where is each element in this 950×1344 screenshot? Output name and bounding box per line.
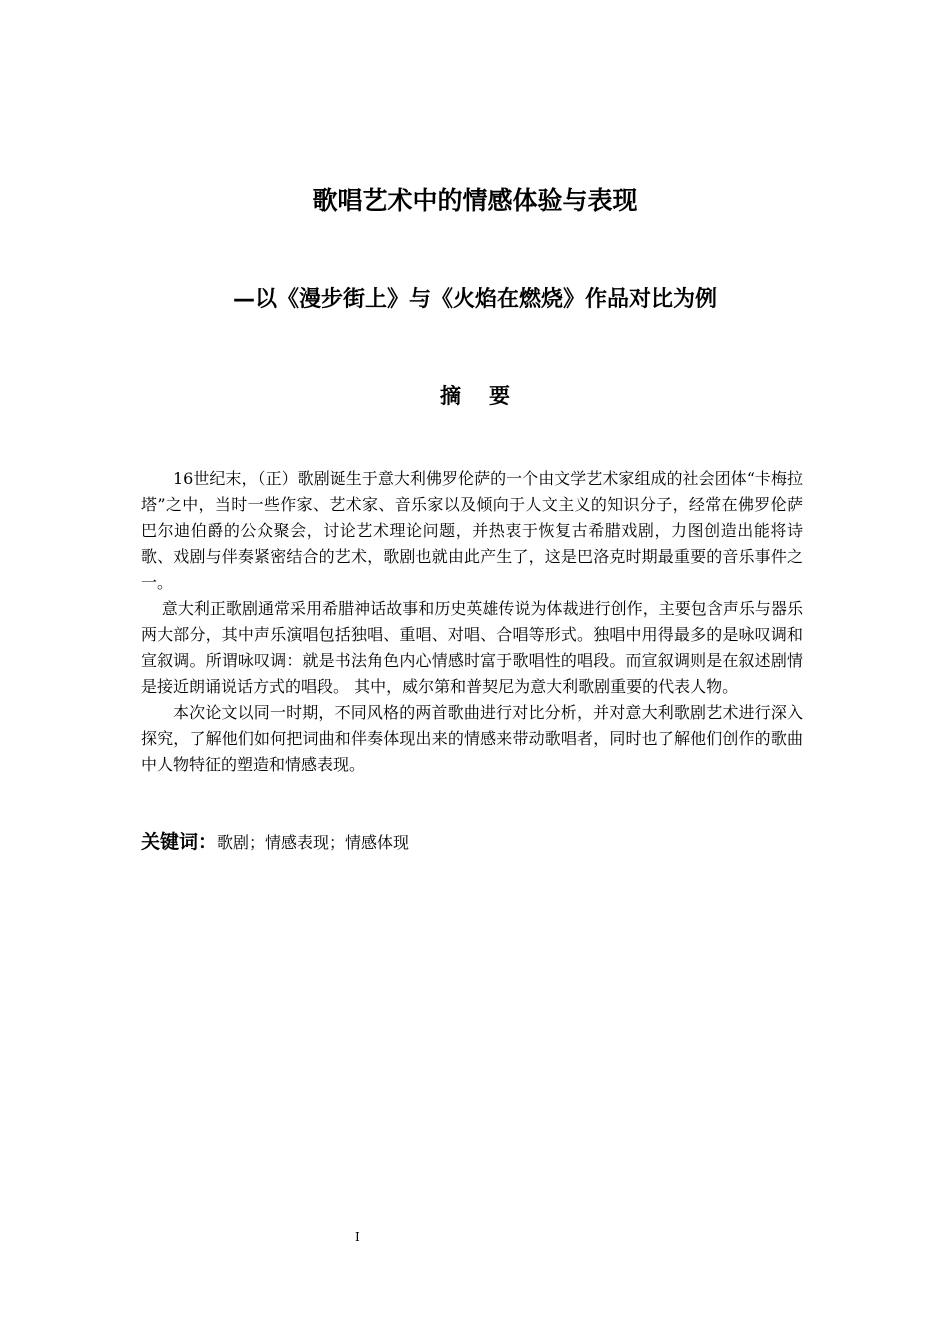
keywords-label: 关键词： <box>141 831 218 853</box>
keywords-line <box>141 827 803 854</box>
abstract-paragraph-1: 16世纪末，（正）歌剧诞生于意大利佛罗伦萨的一个由文学艺术家组成的社会团体“卡梅拉塔”之中，当时一些作家、艺术家、音乐家以及倾向于人文主义的知识分子，经常在佛罗伦萨巴尔迪伯爵的公众聚会，讨论艺术理论问题，并热衷于恢复古希腊戏剧，力图创造出能将诗歌、戏剧与伴奏紧密结合的艺术，歌剧也就由此产生了，这是巴洛克时期最重要的音乐事件之一。 <box>141 469 803 592</box>
document-title: 歌唱艺术中的情感体验与表现 <box>312 186 638 215</box>
page-number: I <box>355 1230 360 1244</box>
abstract-paragraph-3: 本次论文以同一时期，不同风格的两首歌曲进行对比分析，并对意大利歌剧艺术进行深入探究，了解他们如何把词曲和伴奏体现出来的情感来带动歌唱者，同时也了解他们创作的歌曲中人物特征的塑造和情感表现。 <box>141 703 803 774</box>
abstract-heading: 摘要 <box>440 384 538 408</box>
abstract-body <box>141 466 803 778</box>
abstract-paragraph-2: 意大利正歌剧通常采用希腊神话故事和历史英雄传说为体裁进行创作，主要包含声乐与器乐两大部分，其中声乐演唱包括独唱、重唱、对唱、合唱等形式。独唱中用得最多的是咏叹调和宣叙调。所谓咏叹调：就是书法角色内心情感时富于歌唱性的唱段。而宣叙调则是在叙述剧情是接近朗诵说话方式的唱段。 其中，威尔第和普契尼为意大利歌剧重要的代表人物。 <box>141 599 803 696</box>
document-subtitle: —以《漫步街上》与《火焰在燃烧》作品对比为例 <box>232 287 717 312</box>
keywords-value: 歌剧；情感表现；情感体现 <box>217 833 410 852</box>
